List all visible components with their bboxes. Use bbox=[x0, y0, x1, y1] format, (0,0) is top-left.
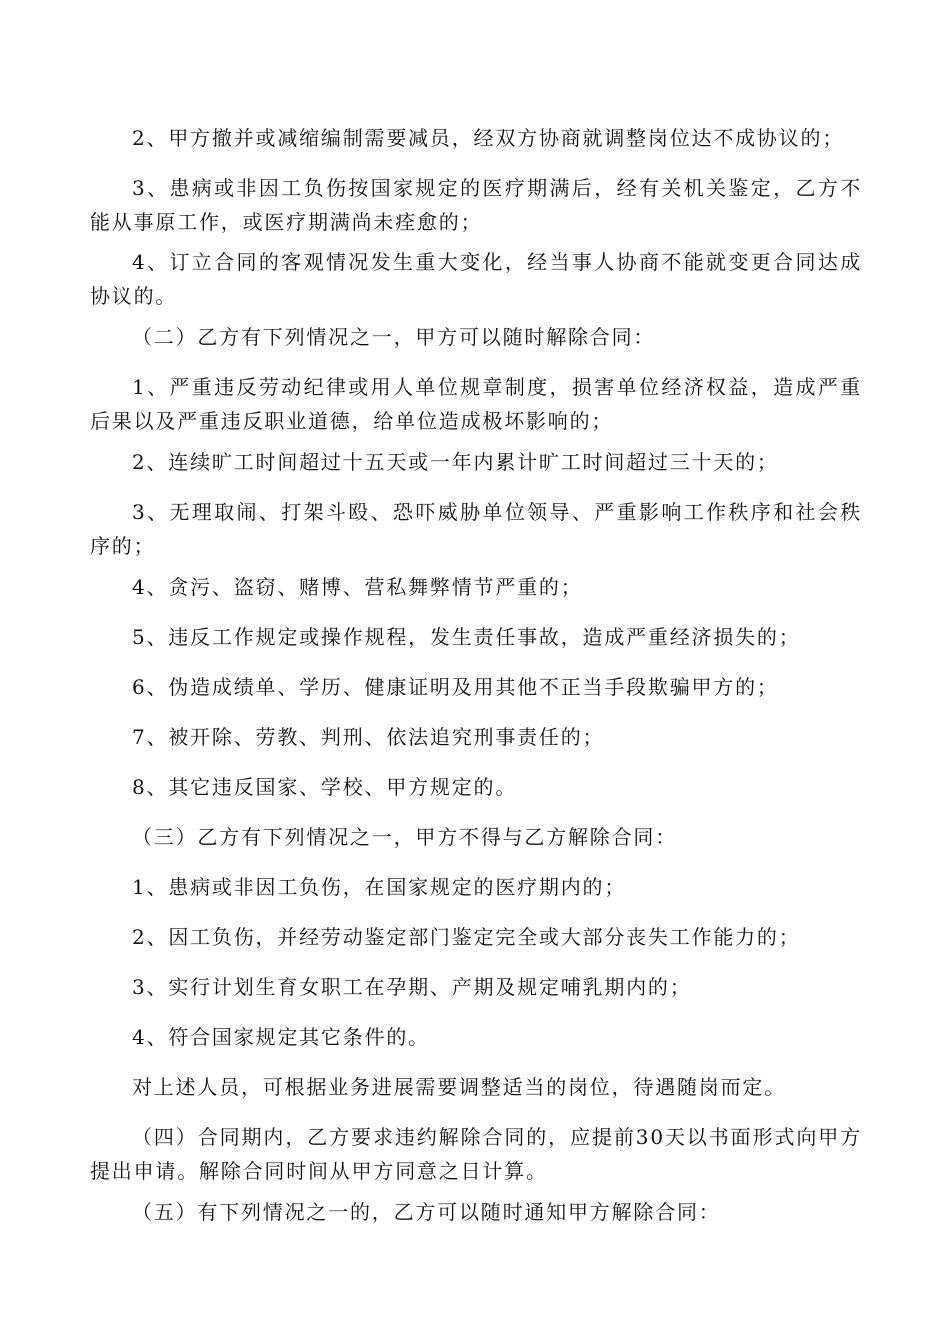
paragraph-protected-4-other: 4、符合国家规定其它条件的。 bbox=[132, 1025, 430, 1049]
paragraph-clause-2-merge-reduce: 2、甲方撤并或减缩编制需要减员，经双方协商就调整岗位达不成协议的； bbox=[132, 126, 845, 150]
paragraph-protected-3-maternity: 3、实行计划生育女职工在孕期、产期及规定哺乳期内的； bbox=[132, 975, 692, 999]
paragraph-item-8-other: 8、其它违反国家、学校、甲方规定的。 bbox=[132, 775, 518, 799]
paragraph-item-7-expelled: 7、被开除、劳教、判刑、依法追究刑事责任的； bbox=[132, 725, 605, 749]
section-heading-2: （二）乙方有下列情况之一，甲方可以随时解除合同： bbox=[132, 325, 656, 349]
paragraph-item-6-forgery: 6、伪造成绩单、学历、健康证明及用其他不正当手段欺骗甲方的； bbox=[132, 675, 779, 699]
paragraph-adjustment-note: 对上述人员，可根据业务进展需要调整适当的岗位，待遇随岗而定。 bbox=[132, 1075, 786, 1099]
paragraph-item-5-violation: 5、违反工作规定或操作规程，发生责任事故，造成严重经济损失的； bbox=[132, 625, 801, 649]
paragraph-protected-1-illness: 1、患病或非因工负伤，在国家规定的医疗期内的； bbox=[132, 875, 627, 899]
paragraph-item-1-discipline: 1、严重违反劳动纪律或用人单位规章制度，损害单位经济权益，造成严重后果以及严重违反职业道德，给单位造成极坏影响的； bbox=[90, 375, 862, 433]
paragraph-item-2-absence: 2、连续旷工时间超过十五天或一年内累计旷工时间超过三十天的； bbox=[132, 450, 779, 474]
paragraph-item-3-disorder: 3、无理取闹、打架斗殴、恐吓威胁单位领导、严重影响工作秩序和社会秩序的； bbox=[90, 500, 862, 558]
paragraph-clause-4-circumstances: 4、订立合同的客观情况发生重大变化，经当事人协商不能就变更合同达成协议的。 bbox=[90, 250, 862, 308]
paragraph-item-4-corruption: 4、贪污、盗窃、赌博、营私舞弊情节严重的； bbox=[132, 575, 583, 599]
section-heading-3: （三）乙方有下列情况之一，甲方不得与乙方解除合同： bbox=[132, 825, 677, 849]
section-heading-5: （五）有下列情况之一的，乙方可以随时通知甲方解除合同： bbox=[132, 1200, 721, 1224]
paragraph-protected-2-injury: 2、因工负伤，并经劳动鉴定部门鉴定完全或大部分丧失工作能力的； bbox=[132, 925, 801, 949]
paragraph-clause-3-illness: 3、患病或非因工负伤按国家规定的医疗期满后，经有关机关鉴定，乙方不能从事原工作，或医疗期满尚未痊愈的； bbox=[90, 176, 862, 234]
section-paragraph-4: （四）合同期内，乙方要求违约解除合同的，应提前30天以书面形式向甲方提出申请。解除合同时间从甲方同意之日计算。 bbox=[90, 1125, 862, 1183]
